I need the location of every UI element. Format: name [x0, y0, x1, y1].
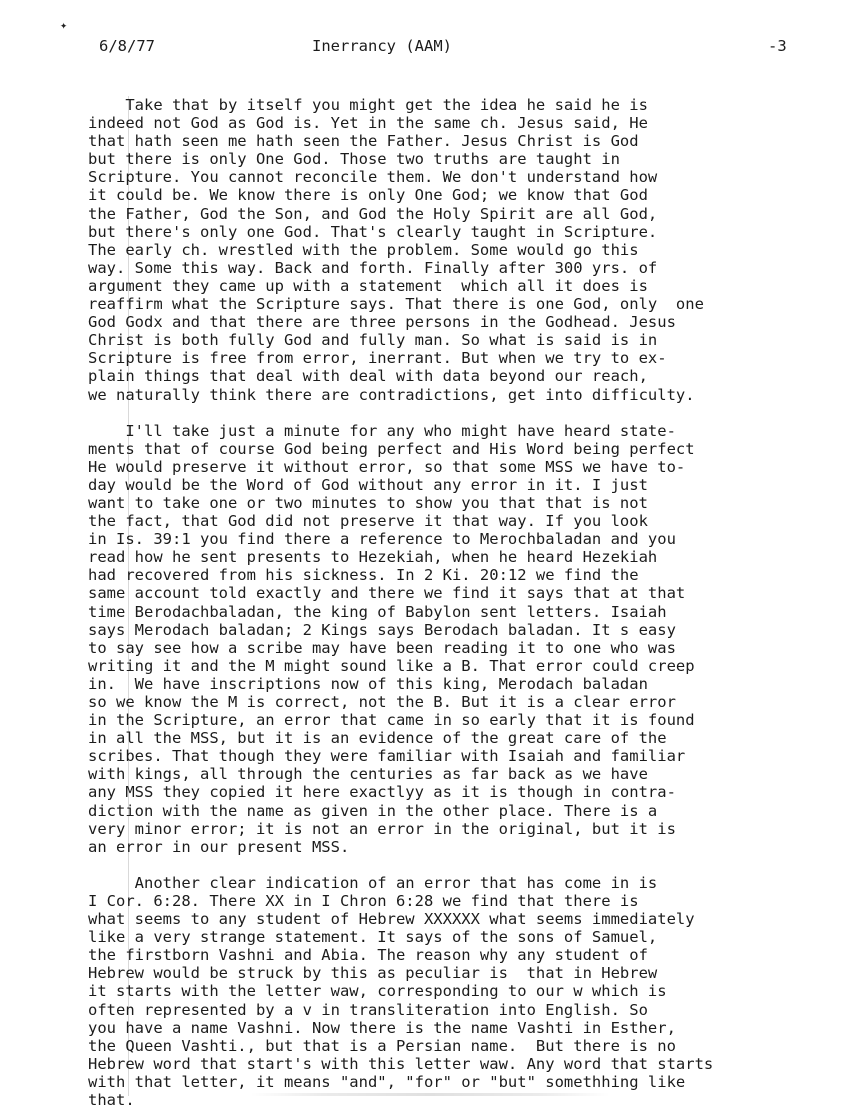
text-line: way. Some this way. Back and forth. Finally after 300 yrs. of: [88, 258, 658, 277]
text-line: same account told exactly and there we find it says that at that: [88, 584, 686, 603]
header-date: 6/8/77: [99, 37, 155, 55]
text-line: Scripture is free from error, inerrant. But when we try to ex-: [88, 349, 667, 368]
paragraph: [88, 96, 808, 404]
text-line: indeed not God as God is. Yet in the same ch. Jesus said, He: [88, 114, 648, 133]
text-line: in Is. 39:1 you find there a reference to Merochbaladan and you: [88, 530, 676, 549]
text-line: I Cor. 6:28. There XX in I Chron 6:28 we find that there is: [88, 891, 639, 910]
text-line: Hebrew word that start's with this letter waw. Any word that starts: [88, 1054, 714, 1073]
margin-mark-icon: ✦: [60, 18, 68, 32]
text-line: reaffirm what the Scripture says. That there is one God, only one: [88, 295, 704, 314]
text-line: that.: [88, 1090, 135, 1109]
page-edge-shadow: [250, 1093, 610, 1096]
text-line: The early ch. wrestled with the problem. Some would go this: [88, 240, 639, 259]
text-line: Take that by itself you might get the idea he said he is: [88, 96, 648, 114]
text-line: you have a name Vashni. Now there is the name Vashti in Esther,: [88, 1018, 676, 1037]
text-line: it could be. We know there is only One God; we know that God: [88, 186, 648, 205]
text-line: so we know the M is correct, not the B. But it is a clear error: [88, 693, 676, 711]
paragraph: [88, 422, 808, 856]
text-line: want to take one or two minutes to show you that that is not: [88, 493, 648, 512]
page-header: [0, 37, 848, 59]
text-line: but there is only One God. Those two truths are taught in: [88, 150, 620, 169]
text-line: scribes. That though they were familiar with Isaiah and familiar: [88, 747, 686, 766]
text-line: in the Scripture, an error that came in so early that it is found: [88, 711, 695, 730]
text-line: I'll take just a minute for any who might have heard state-: [88, 421, 676, 440]
text-line: writing it and the M might sound like a B. That error could creep: [88, 656, 695, 675]
text-line: the fact, that God did not preserve it that way. If you look: [88, 512, 648, 531]
text-line: the firstborn Vashni and Abia. The reason why any student of: [88, 946, 648, 965]
text-line: to say see how a scribe may have been reading it to one who was: [88, 638, 676, 657]
text-line: like a very strange statement. It says of the sons of Samuel,: [88, 928, 658, 947]
text-line: the Queen Vashti., but that is a Persian name. But there is no: [88, 1036, 676, 1055]
text-line: we naturally think there are contradictions, get into difficulty.: [88, 385, 695, 404]
text-line: day would be the Word of God without any error in it. I just: [88, 475, 648, 494]
text-line: in all the MSS, but it is an evidence of the great care of the: [88, 729, 667, 748]
header-page-number: -3: [768, 37, 787, 55]
text-line: diction with the name as given in the other place. There is a: [88, 801, 658, 820]
text-line: that hath seen me hath seen the Father. Jesus Christ is God: [88, 132, 639, 151]
header-title: Inerrancy (AAM): [312, 37, 452, 55]
text-line: plain things that deal with deal with data beyond our reach,: [88, 367, 648, 386]
paragraph: [88, 874, 808, 1109]
text-line: He would preserve it without error, so that some MSS we have to-: [88, 457, 686, 476]
text-line: the Father, God the Son, and God the Holy Spirit are all God,: [88, 204, 658, 223]
text-line: argument they came up with a statement which all it does is: [88, 276, 648, 295]
text-line: any MSS they copied it here exactlyy as it is though in contra-: [88, 783, 676, 802]
text-line: in. We have inscriptions now of this king, Merodach baladan: [88, 674, 648, 693]
text-line: time Berodachbaladan, the king of Babylon sent letters. Isaiah: [88, 602, 667, 621]
text-line: Christ is both fully God and fully man. So what is said is in: [88, 331, 658, 350]
text-line: Hebrew would be struck by this as peculiar is that in Hebrew: [88, 964, 658, 983]
text-line: read how he sent presents to Hezekiah, when he heard Hezekiah: [88, 548, 658, 567]
text-line: but there's only one God. That's clearly taught in Scripture.: [88, 222, 658, 241]
text-line: with that letter, it means "and", "for" or "but" somethhing like: [88, 1072, 686, 1091]
text-line: with kings, all through the centuries as far back as we have: [88, 765, 648, 784]
text-line: Scripture. You cannot reconcile them. We don't understand how: [88, 168, 658, 187]
text-line: God Godx and that there are three persons in the Godhead. Jesus: [88, 313, 676, 332]
text-line: what seems to any student of Hebrew XXXXXX what seems immediately: [88, 910, 695, 929]
text-line: had recovered from his sickness. In 2 Ki. 20:12 we find the: [88, 566, 639, 585]
text-line: Another clear indication of an error that has come in is: [88, 873, 658, 892]
text-line: very minor error; it is not an error in the original, but it is: [88, 819, 676, 838]
text-line: it starts with the letter waw, corresponding to our w which is: [88, 982, 667, 1001]
text-line: often represented by a v in transliteration into English. So: [88, 1000, 648, 1019]
text-line: an error in our present MSS.: [88, 837, 350, 856]
document-body: [88, 96, 808, 1109]
text-line: ments that of course God being perfect and His Word being perfect: [88, 439, 695, 458]
text-line: says Merodach baladan; 2 Kings says Berodach baladan. It s easy: [88, 620, 676, 639]
